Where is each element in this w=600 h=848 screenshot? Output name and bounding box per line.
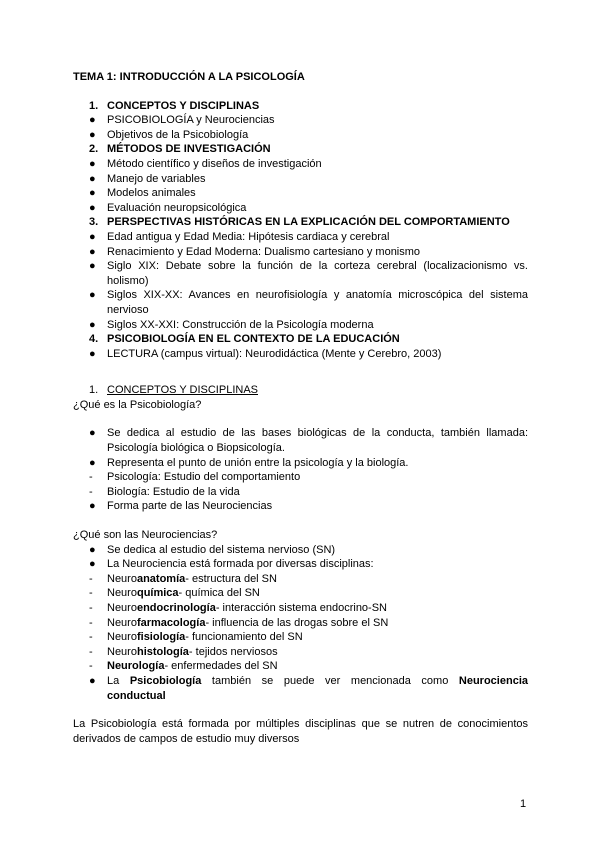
discipline-item: - Neurofisiología- funcionamiento del SN bbox=[89, 631, 303, 644]
discipline-item: - Neuroanatomía- estructura del SN bbox=[89, 572, 277, 585]
discipline-item: - Neurohistología- tejidos nerviosos bbox=[89, 645, 278, 658]
list-item: ● Siglos XIX-XX: Avances en neurofisiología y anatomía microscópica del sistema nervioso bbox=[89, 289, 528, 316]
outline-section-2: 2. MÉTODOS DE INVESTIGACIÓN bbox=[89, 143, 271, 156]
question-neurociencias: ¿Qué son las Neurociencias? bbox=[73, 529, 218, 542]
page-title: TEMA 1: INTRODUCCIÓN A LA PSICOLOGÍA bbox=[73, 71, 305, 83]
list-item: - Psicología: Estudio del comportamiento bbox=[89, 471, 301, 484]
discipline-item: - Neuroendocrinología- interacción sistema endocrino-SN bbox=[89, 602, 387, 614]
list-item: ● Se dedica al estudio del sistema nervioso (SN) bbox=[89, 543, 336, 556]
list-item: ● Objetivos de la Psicobiología bbox=[89, 128, 249, 141]
list-item: ● Método científico y diseños de investigación bbox=[89, 157, 322, 170]
body-paragraph: La Psicobiología está formada por múltiples disciplinas que se nutren de conocimientos derivados de campos de estudio muy diversos bbox=[73, 718, 528, 745]
list-item: ● LECTURA (campus virtual): Neurodidáctica (Mente y Cerebro, 2003) bbox=[89, 347, 442, 360]
list-item: ● Siglos XX-XXI: Construcción de la Psicología moderna bbox=[89, 318, 374, 331]
list-item: ● Siglo XIX: Debate sobre la función de la corteza cerebral (localizacionismo vs. holismo) bbox=[89, 260, 528, 287]
list-item: ● Edad antigua y Edad Media: Hipótesis cardiaca y cerebral bbox=[89, 230, 390, 243]
list-item: ● La Neurociencia está formada por diversas disciplinas: bbox=[89, 558, 374, 571]
page-content bbox=[73, 70, 528, 746]
discipline-item: - Neurología- enfermedades del SN bbox=[89, 660, 278, 673]
list-item: ● Renacimiento y Edad Moderna: Dualismo cartesiano y monismo bbox=[89, 245, 421, 258]
list-item: ● Evaluación neuropsicológica bbox=[89, 201, 247, 214]
list-item: - Biología: Estudio de la vida bbox=[89, 485, 240, 498]
list-item: ● Representa el punto de unión entre la psicología y la biología. bbox=[89, 456, 409, 469]
list-item: ● PSICOBIOLOGÍA y Neurociencias bbox=[89, 114, 275, 127]
list-item: ● La Psicobiología también se puede ver mencionada como Neurociencia conductual bbox=[89, 674, 528, 702]
outline-section-3: 3. PERSPECTIVAS HISTÓRICAS EN LA EXPLICACIÓN DEL COMPORTAMIENTO bbox=[89, 216, 510, 229]
section-heading: 1. CONCEPTOS Y DISCIPLINAS bbox=[89, 384, 258, 397]
list-item: ● Modelos animales bbox=[89, 187, 196, 200]
question-psicobiologia: ¿Qué es la Psicobiología? bbox=[73, 398, 202, 411]
outline-section-4: 4. PSICOBIOLOGÍA EN EL CONTEXTO DE LA EDUCACIÓN bbox=[89, 333, 400, 346]
list-item: ● Forma parte de las Neurociencias bbox=[89, 500, 273, 513]
list-item: ● Se dedica al estudio de las bases biológicas de la conducta, también llamada: Psicología biológica o Biopsicología. bbox=[89, 427, 528, 455]
outline-section-1: 1. CONCEPTOS Y DISCIPLINAS bbox=[89, 99, 260, 112]
discipline-item: - Neuroquímica- química del SN bbox=[89, 587, 260, 600]
page-number: 1 bbox=[520, 798, 527, 810]
discipline-item: - Neurofarmacología- influencia de las drogas sobre el SN bbox=[89, 616, 389, 629]
list-item: ● Manejo de variables bbox=[89, 172, 206, 185]
